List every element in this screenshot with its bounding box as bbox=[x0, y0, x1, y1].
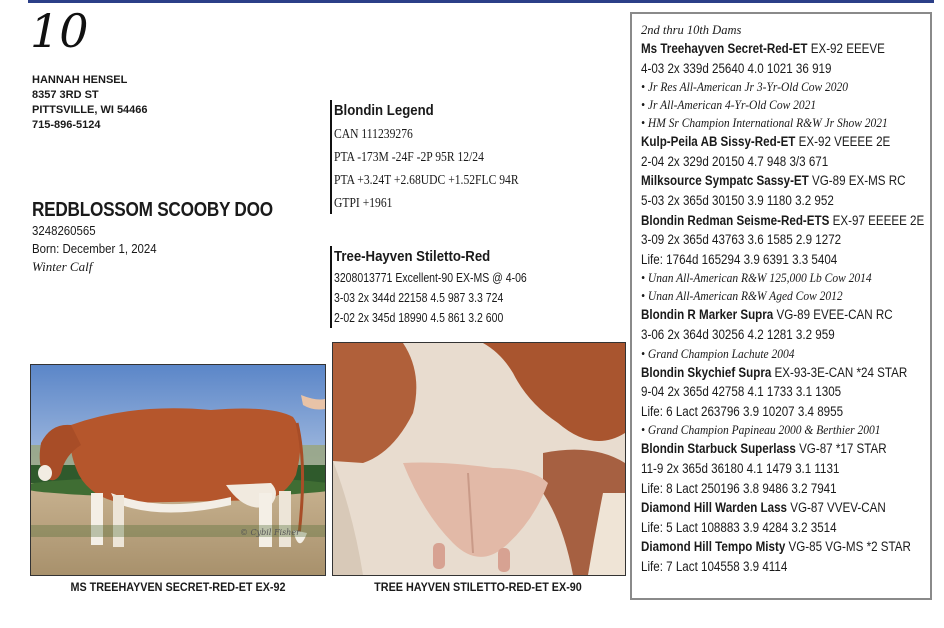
dam-block bbox=[330, 246, 564, 328]
dam-entry-record: 2-04 2x 329d 20150 4.7 948 3/3 671 bbox=[641, 153, 829, 169]
lot-number: 10 bbox=[30, 4, 89, 58]
sire-block bbox=[330, 100, 549, 214]
photo1-caption: MS TREEHAYVEN SECRET-RED-ET EX-92 bbox=[70, 580, 286, 594]
dams-list bbox=[641, 39, 930, 576]
animal-reg: 3248260565 bbox=[32, 223, 96, 238]
dam-entry-title bbox=[641, 171, 933, 191]
dam-entry-title bbox=[641, 537, 933, 557]
dams-header: 2nd thru 10th Dams bbox=[641, 23, 742, 37]
dam-entry-classification: VG-85 VG-MS *2 STAR bbox=[785, 539, 911, 555]
dam-entry-title bbox=[641, 498, 933, 518]
dam-entry-name: Blondin Skychief Supra bbox=[641, 364, 772, 380]
dam-entry-honor: • Unan All-American R&W 125,000 Lb Cow 2014 bbox=[641, 271, 872, 286]
dam-entry-honor: • Jr All-American 4-Yr-Old Cow 2021 bbox=[641, 98, 817, 113]
dam-entry-name: Kulp-Peila AB Sissy-Red-ET bbox=[641, 134, 796, 150]
dam-entry-name: Blondin Redman Seisme-Red-ETS bbox=[641, 212, 830, 228]
dam-reg: 3208013771 Excellent-90 EX-MS @ 4-06 bbox=[334, 271, 527, 285]
udder-photo-stiletto bbox=[332, 342, 626, 576]
animal-class: Winter Calf bbox=[32, 259, 93, 274]
photo2-caption: TREE HAYVEN STILETTO-RED-ET EX-90 bbox=[374, 580, 582, 594]
dam-entry-honor: • Grand Champion Lachute 2004 bbox=[641, 346, 795, 361]
sire-gtpi: GTPI +1961 bbox=[334, 195, 393, 210]
sire-pta2: PTA +3.24T +2.68UDC +1.52FLC 94R bbox=[334, 172, 519, 187]
dam-entry-name: Ms Treehayven Secret-Red-ET bbox=[641, 41, 808, 56]
dam-entry-name: Blondin Starbuck Superlass bbox=[641, 441, 796, 457]
photographer-signature: © Cybil Fisher bbox=[240, 528, 300, 537]
sire-pta1: PTA -173M -24F -2P 95R 12/24 bbox=[334, 149, 484, 164]
dam-entry-title bbox=[641, 211, 933, 231]
consignor-address: 8357 3RD ST bbox=[32, 89, 99, 101]
dam-entry-title bbox=[641, 363, 933, 383]
sire-name: Blondin Legend bbox=[334, 102, 434, 119]
dam-entry-title bbox=[641, 305, 933, 325]
dam-entry-classification: VG-87 *17 STAR bbox=[795, 441, 887, 457]
dam-entry-honor: • Unan All-American R&W Aged Cow 2012 bbox=[641, 289, 843, 304]
dam-entry-record: Life: 7 Lact 104558 3.9 4114 bbox=[641, 558, 788, 574]
dam-entry-record: Life: 6 Lact 263796 3.9 10207 3.4 8955 bbox=[641, 403, 844, 419]
dam-entry-honor: • Jr Res All-American Jr 3-Yr-Old Cow 2020 bbox=[641, 80, 849, 95]
dam-entry-record: 11-9 2x 365d 36180 4.1 1479 3.1 1131 bbox=[641, 460, 840, 476]
extended-pedigree-box bbox=[630, 12, 932, 600]
dam-entry-classification: EX-92 VEEEE 2E bbox=[795, 134, 891, 150]
dam-entry-classification: VG-89 EX-MS RC bbox=[808, 173, 906, 189]
consignor-name: HANNAH HENSEL bbox=[32, 74, 128, 86]
consignor-city: PITTSVILLE, WI 54466 bbox=[32, 104, 148, 116]
dam-name: Tree-Hayven Stiletto-Red bbox=[334, 248, 491, 265]
dam-entry-record: 9-04 2x 365d 42758 4.1 1733 3.1 1305 bbox=[641, 384, 842, 400]
dam-entry-name: Diamond Hill Tempo Misty bbox=[641, 539, 786, 555]
dam-entry-title bbox=[641, 132, 933, 152]
dam-entry-name: Diamond Hill Warden Lass bbox=[641, 500, 788, 516]
dam-entry-classification: EX-93-3E-CAN *24 STAR bbox=[771, 364, 908, 380]
dam-entry-name: Milksource Sympatc Sassy-ET bbox=[641, 173, 809, 189]
dam-entry-classification: EX-97 EEEEE 2E bbox=[829, 212, 925, 228]
dam-entry-record: 3-09 2x 365d 43763 3.6 1585 2.9 1272 bbox=[641, 232, 842, 248]
udder-closeup-illustration bbox=[333, 343, 625, 575]
dam-entry-record: Life: 5 Lact 108883 3.9 4284 3.2 3514 bbox=[641, 519, 837, 535]
dam-entry-classification: VG-87 VVEV-CAN bbox=[787, 500, 886, 516]
dam-entry-record: 5-03 2x 365d 30150 3.9 1180 3.2 952 bbox=[641, 192, 834, 208]
dam-entry-record: 3-06 2x 364d 30256 4.2 1281 3.2 959 bbox=[641, 326, 835, 342]
dam-entry-record: Life: 8 Lact 250196 3.8 9486 3.2 7941 bbox=[641, 480, 837, 496]
dam-entry-title bbox=[641, 39, 933, 59]
dam-entry-record: 4-03 2x 339d 25640 4.0 1021 36 919 bbox=[641, 60, 832, 76]
dam-entry-honor: • Grand Champion Papineau 2000 & Berthier 2001 bbox=[641, 423, 881, 438]
dam-entry-honor: • HM Sr Champion International R&W Jr Show 2021 bbox=[641, 116, 888, 131]
animal-name: REDBLOSSOM SCOOBY DOO bbox=[32, 199, 273, 221]
dam-record-2: 2-02 2x 345d 18990 4.5 861 3.2 600 bbox=[334, 311, 504, 325]
top-rule bbox=[28, 0, 934, 3]
dam-record-1: 3-03 2x 344d 22158 4.5 987 3.3 724 bbox=[334, 291, 504, 305]
dam-entry-classification: EX-92 EEEVE bbox=[807, 41, 885, 56]
dam-entry-title bbox=[641, 439, 933, 459]
cow-photo-secret bbox=[30, 364, 326, 576]
cow-side-illustration bbox=[31, 365, 325, 575]
dam-entry-record: Life: 1764d 165294 3.9 6391 3.3 5404 bbox=[641, 251, 838, 267]
animal-block bbox=[32, 198, 312, 276]
dam-entry-classification: VG-89 EVEE-CAN RC bbox=[773, 307, 893, 323]
animal-born: Born: December 1, 2024 bbox=[32, 241, 157, 256]
consignor-block bbox=[32, 73, 148, 133]
consignor-phone: 715-896-5124 bbox=[32, 119, 101, 131]
dam-entry-name: Blondin R Marker Supra bbox=[641, 307, 774, 323]
sire-reg: CAN 111239276 bbox=[334, 126, 413, 141]
